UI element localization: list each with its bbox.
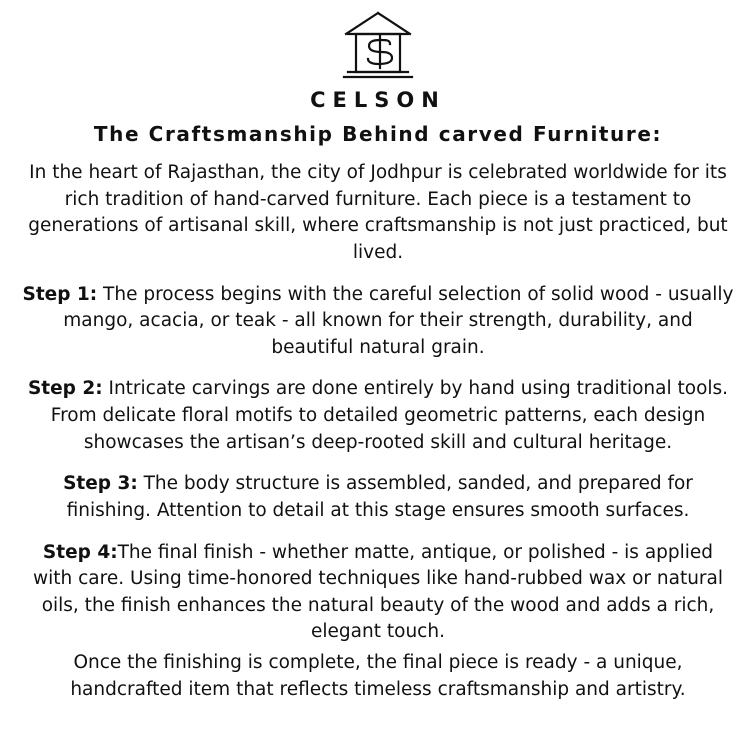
closing-paragraph: Once the finishing is complete, the final piece is ready - a unique, handcrafted item that reflects timeless craftsmanship and artistry. (70, 652, 686, 700)
step-2-paragraph (22, 376, 734, 456)
step-4-paragraph (22, 540, 734, 647)
step-4-text: The final finish - whether matte, antique, or polished - is applied with care. Using time-honored techniques like hand-rubbed wax or natural oils, the finish enhances the natural beauty of the wood and adds a rich, elegant touch. (32, 541, 724, 643)
intro-paragraph: In the heart of Rajasthan, the city of Jodhpur is celebrated worldwide for its rich tradition of hand-carved furniture. Each piece is a testament to generations of artisanal skill, where craftsmanship is not just practiced, but lived. (28, 162, 728, 263)
brand-name: CELSON (310, 88, 446, 112)
step-2-text: Intricate carvings are done entirely by hand using traditional tools. From delicate floral motifs to detailed geometric patterns, each design showcases the artisan’s deep-rooted skill and cultural heritage. (50, 378, 729, 453)
house-monogram-logo-icon (330, 10, 426, 84)
step-1-text: The process begins with the careful selection of solid wood - usually mango, acacia, or teak - all known for their strength, durability, and beautiful natural grain. (63, 283, 734, 358)
step-4-label: Step 4: (42, 541, 118, 563)
step-2-label: Step 2: (27, 378, 103, 400)
page-title: The Craftsmanship Behind carved Furniture: (93, 122, 663, 146)
step-3-text: The body structure is assembled, sanded, and prepared for finishing. Attention to detail at this stage ensures smooth surfaces. (66, 473, 693, 521)
step-3-label: Step 3: (63, 473, 138, 495)
step-1-label: Step 1: (22, 283, 98, 305)
step-1-paragraph (22, 282, 734, 362)
step-3-paragraph (22, 471, 734, 524)
